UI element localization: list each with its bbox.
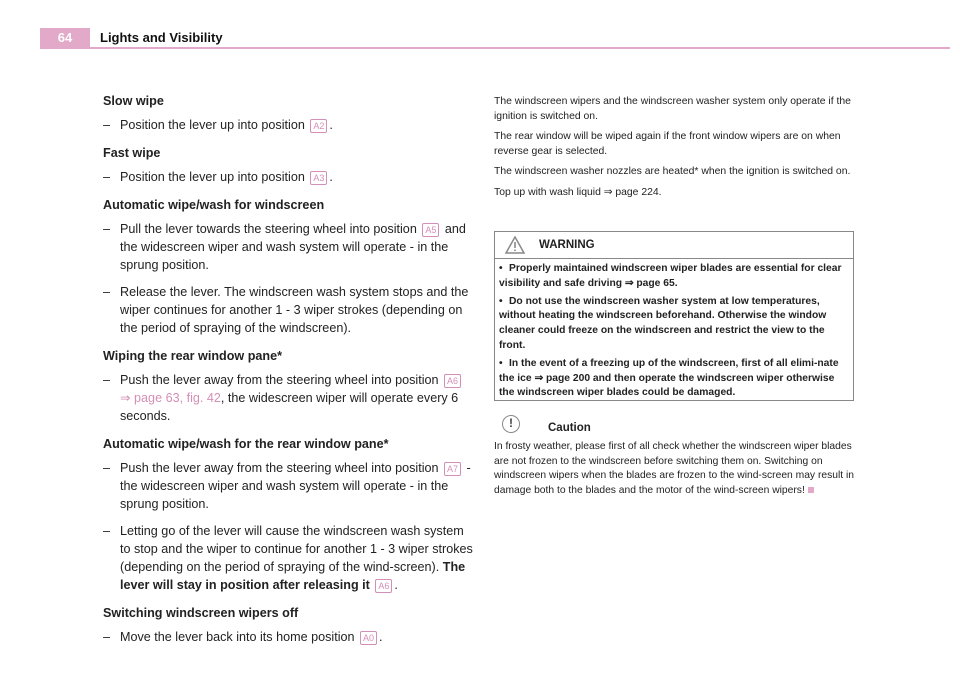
dash: –	[103, 373, 111, 387]
bullet: •	[499, 295, 503, 307]
warning-item: • Do not use the windscreen washer system at low temperatures, without heating the windscreen beforehand. Otherwise the window cleaner could freeze on the windscreen and restrict the view to the front.	[499, 295, 827, 351]
dash: –	[103, 222, 111, 236]
step-switch-off: – Move the lever back into its home position A0 .	[103, 630, 383, 644]
warning-body	[499, 262, 849, 404]
position-badge: A7	[444, 462, 461, 476]
page-header	[40, 28, 950, 50]
bullet: •	[499, 263, 503, 274]
dash: –	[103, 170, 111, 184]
warning-title: WARNING	[539, 239, 595, 251]
warning-item: • Properly maintained windscreen wiper blades are essential for clear visibility and safe driving ⇒ page 65.	[499, 263, 842, 289]
end-of-section-mark	[808, 487, 814, 493]
heading-slow-wipe: Slow wipe	[103, 94, 164, 108]
paragraph-wash-liquid: Top up with wash liquid ⇒ page 224.	[494, 186, 662, 198]
step-auto-rear-1: – Push the lever away from the steering wheel into position A7 - the widescreen wiper and wash system will operate - in the sprung position.	[103, 461, 471, 511]
dash: –	[103, 285, 111, 299]
caution-title: Caution	[548, 422, 591, 434]
position-badge: A2	[310, 119, 327, 133]
step-auto-windscreen-2: – Release the lever. The windscreen wash system stops and the wiper continues for another 1 - 3 wiper strokes (depending on the period of spraying of the windscreen).	[103, 285, 469, 335]
step-auto-rear-2: – Letting go of the lever will cause the windscreen wash system to stop and the wiper to continue for another 1 - 3 wiper strokes (depending on the period of spraying of the wind-screen). The lever will stay in position after releasing it A6 .	[103, 524, 473, 592]
paragraph-ignition: The windscreen wipers and the windscreen washer system only operate if the ignition is switched on.	[494, 96, 851, 122]
step-rear-wipe: – Push the lever away from the steering wheel into position A6 ⇒ page 63, fig. 42, the widescreen wiper will operate every 6 seconds.	[103, 371, 475, 425]
position-badge: A3	[310, 171, 327, 185]
heading-rear-wipe: Wiping the rear window pane*	[103, 349, 283, 363]
step-auto-windscreen-1: – Pull the lever towards the steering wheel into position A5 and the widescreen wiper and wash system will operate - in the sprung position.	[103, 222, 466, 272]
bullet: •	[499, 357, 503, 369]
position-badge: A6	[444, 374, 461, 388]
caution-icon: !	[502, 415, 520, 433]
warning-box	[494, 231, 854, 401]
step-fast-wipe: – Position the lever up into position A3 .	[103, 170, 333, 184]
caution-header	[494, 415, 854, 437]
heading-switch-off: Switching windscreen wipers off	[103, 606, 299, 620]
dash: –	[103, 630, 111, 644]
heading-auto-windscreen: Automatic wipe/wash for windscreen	[103, 198, 325, 212]
paragraph-heated-nozzles: The windscreen washer nozzles are heated* when the ignition is switched on.	[494, 166, 851, 178]
heading-fast-wipe: Fast wipe	[103, 146, 161, 160]
warning-item: • In the event of a freezing up of the windscreen, first of all elimi-nate the ice ⇒ page 200 and then operate the windscreen wiper otherwise the windscreen wiper blades could be damaged.	[499, 357, 839, 399]
chapter-title: Lights and Visibility	[100, 30, 223, 45]
caution-body: In frosty weather, please first of all check whether the windscreen wiper blades are not frozen to the windscreen before switching them on. Switching on windscreen wipers when the blades are frozen to the wind-screen may result in damage both to the blades and the motor of the wind-screen wipers!	[494, 441, 854, 496]
paragraph-reverse-gear: The rear window will be wiped again if the front window wipers are on when reverse gear is selected.	[494, 131, 841, 157]
dash: –	[103, 524, 111, 538]
heading-auto-rear: Automatic wipe/wash for the rear window pane*	[103, 437, 389, 451]
position-badge: A6	[375, 579, 392, 593]
left-column	[103, 92, 475, 655]
right-column	[494, 95, 854, 207]
page-link[interactable]: ⇒ page 63, fig. 42	[120, 391, 221, 405]
warning-triangle-icon	[505, 236, 525, 254]
dash: –	[103, 461, 111, 475]
position-badge: A0	[360, 631, 377, 645]
dash: –	[103, 118, 111, 132]
warning-header	[495, 232, 853, 259]
step-slow-wipe: – Position the lever up into position A2 .	[103, 118, 333, 132]
position-badge: A5	[422, 223, 439, 237]
page-number: 64	[40, 28, 90, 48]
header-rule	[40, 47, 950, 49]
